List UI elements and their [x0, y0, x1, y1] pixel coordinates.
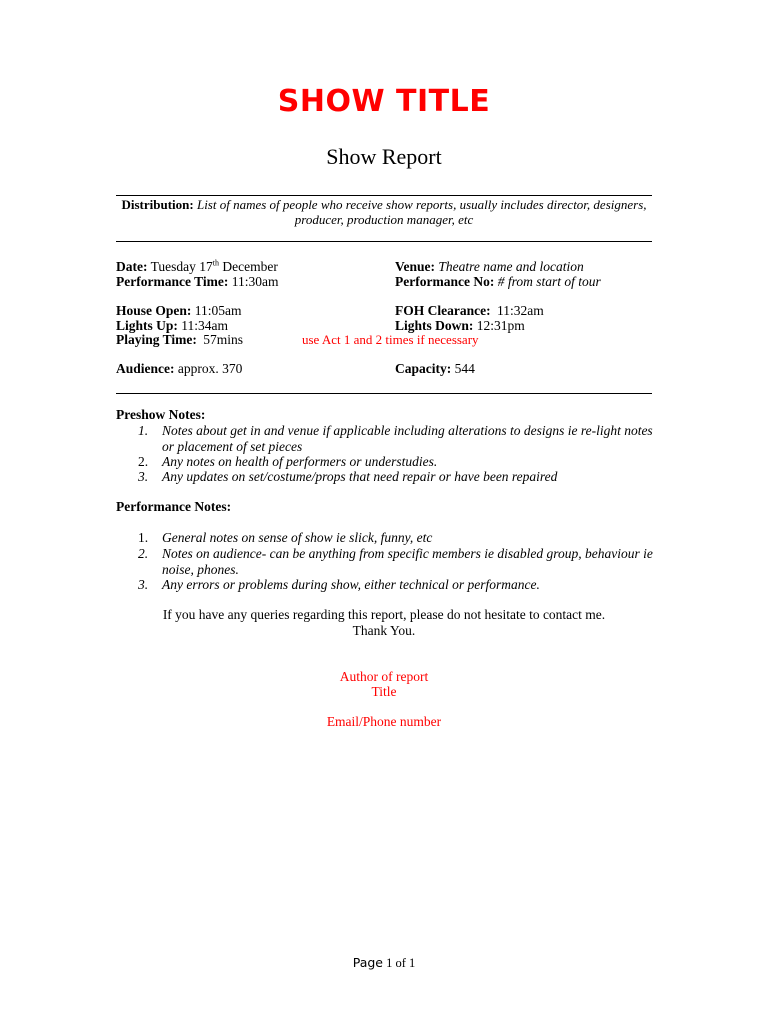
preshow-note-text: Any notes on health of performers or understudies.	[162, 454, 438, 469]
performance-note-item	[138, 530, 652, 546]
distribution-block	[116, 197, 652, 227]
preshow-note-text: Notes about get in and venue if applicable including alterations to designs ie re-light notes or placement of set pieces	[162, 423, 653, 454]
lights-up-field	[116, 318, 228, 333]
page-footer	[0, 955, 768, 971]
foh-clearance-label: FOH Clearance:	[395, 303, 491, 318]
playing-time-field	[116, 332, 243, 347]
preshow-note-text: Any updates on set/costume/props that need repair or have been repaired	[162, 469, 558, 484]
house-open-field	[116, 303, 242, 318]
show-title: SHOW TITLE	[277, 84, 491, 119]
performance-note-number: 2.	[138, 546, 149, 561]
capacity-label: Capacity:	[395, 361, 452, 376]
page-number: 1	[386, 956, 393, 970]
audience-label: Audience:	[116, 361, 175, 376]
date-suffix: th	[212, 258, 219, 268]
performance-note-text: Any errors or problems during show, either technical or performance.	[162, 577, 540, 592]
capacity-value: 544	[454, 361, 475, 376]
preshow-note-item	[138, 469, 652, 485]
thank-you-line: Thank You.	[352, 623, 416, 638]
page-word: Page	[352, 955, 383, 970]
venue-value: Theatre name and location	[438, 259, 584, 274]
preshow-note-item	[138, 423, 652, 455]
author-name: Author of report	[339, 669, 429, 684]
distribution-text: List of names of people who receive show reports, usually includes director, designers, producer, production manager, etc	[196, 197, 647, 227]
of-word: of	[395, 956, 406, 970]
performance-number-field	[395, 274, 601, 289]
distribution-divider	[116, 241, 652, 242]
foh-clearance-value: 11:32am	[496, 303, 544, 318]
preshow-note-number: 2.	[138, 454, 149, 469]
distribution-label: Distribution:	[121, 197, 194, 212]
audience-value: approx. 370	[177, 361, 243, 376]
foh-clearance-field	[395, 303, 544, 318]
venue-label: Venue:	[395, 259, 436, 274]
lights-up-value: 11:34am	[181, 318, 229, 333]
house-open-value: 11:05am	[194, 303, 242, 318]
page-total: 1	[409, 956, 416, 970]
performance-number-value: # from start of tour	[497, 274, 601, 289]
audience-field	[116, 361, 242, 376]
lights-down-field	[395, 318, 525, 333]
top-divider	[116, 195, 652, 196]
performance-notes-heading: Performance Notes:	[116, 499, 232, 514]
performance-number-label: Performance No:	[395, 274, 495, 289]
venue-field	[395, 259, 584, 274]
date-label: Date:	[116, 259, 148, 274]
performance-note-number: 1.	[138, 530, 149, 545]
performance-note-number: 3.	[138, 577, 149, 592]
house-open-label: House Open:	[116, 303, 192, 318]
report-subtitle: Show Report	[326, 144, 442, 169]
preshow-notes-heading: Preshow Notes:	[116, 407, 206, 422]
date-month: December	[219, 259, 278, 274]
performance-time-label: Performance Time:	[116, 274, 229, 289]
preshow-note-item	[138, 454, 652, 470]
lights-down-label: Lights Down:	[395, 318, 474, 333]
preshow-note-number: 3.	[138, 469, 149, 484]
capacity-field	[395, 361, 475, 376]
performance-note-item	[138, 546, 652, 578]
playing-time-label: Playing Time:	[116, 332, 197, 347]
performance-time-field	[116, 274, 278, 289]
playing-time-note: use Act 1 and 2 times if necessary	[302, 332, 479, 347]
date-day: Tuesday 17	[150, 259, 213, 274]
performance-note-text: Notes on audience- can be anything from specific members ie disabled group, behaviour ie noise, phones.	[162, 546, 653, 577]
author-title: Title	[371, 684, 397, 699]
performance-time-value: 11:30am	[231, 274, 279, 289]
author-contact: Email/Phone number	[326, 714, 442, 729]
performance-note-item	[138, 577, 652, 593]
preshow-note-number: 1.	[138, 423, 149, 438]
date-field	[116, 259, 278, 274]
lights-down-value: 12:31pm	[476, 318, 525, 333]
lights-up-label: Lights Up:	[116, 318, 178, 333]
details-divider	[116, 393, 652, 394]
playing-time-value: 57mins	[203, 332, 244, 347]
performance-note-text: General notes on sense of show ie slick, funny, etc	[162, 530, 433, 545]
closing-line: If you have any queries regarding this report, please do not hesitate to contact me.	[162, 607, 606, 622]
